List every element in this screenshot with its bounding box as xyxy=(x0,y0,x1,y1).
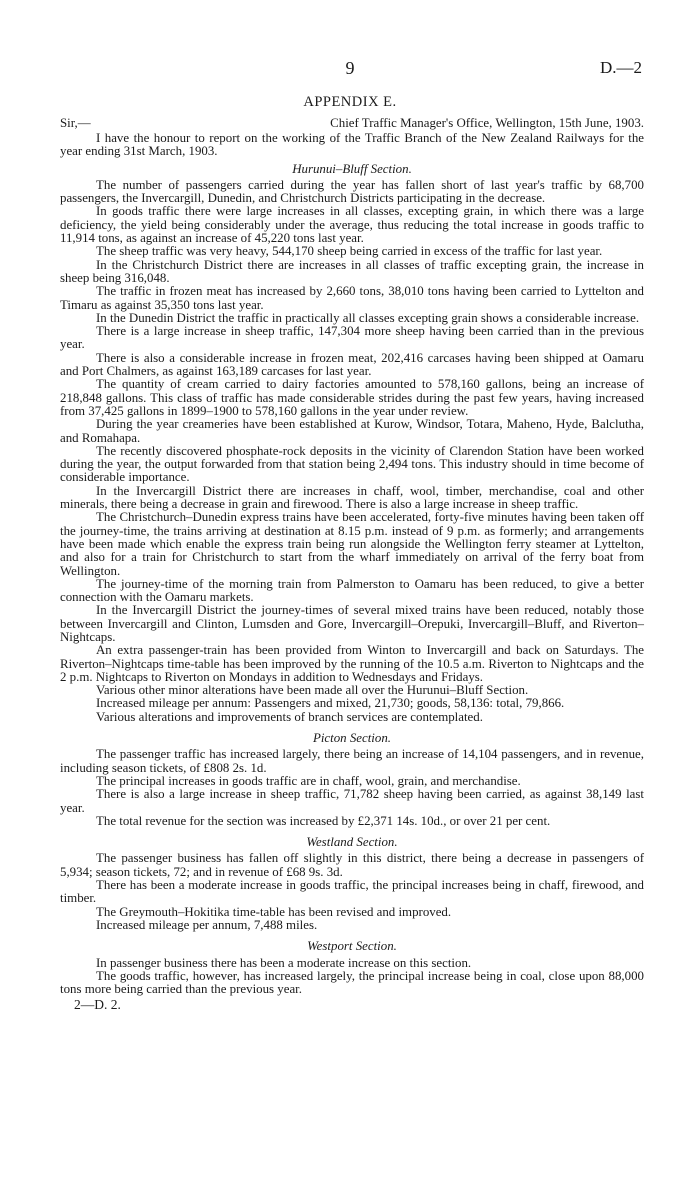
section-paragraph: The traffic in frozen meat has increased by 2,660 tons, 38,010 tons having been carried to Lyttelton and Timaru as against 35,350 tons last year. xyxy=(60,284,644,312)
report-body xyxy=(60,117,644,1012)
section-paragraph: In goods traffic there were large increases in all classes, excepting grain, in which there was a large deficiency, the yield being considerably under the average, thus reducing the total increase in goods traffic to 11,914 tons, as against an increase of 45,220 tons last year. xyxy=(60,204,644,246)
document-reference: D.—2 xyxy=(600,58,643,77)
intro-paragraph: I have the honour to report on the working of the Traffic Branch of the New Zealand Railways for the year ending 31st March, 1903. xyxy=(60,131,644,159)
section-paragraph: During the year creameries have been established at Kurow, Windsor, Totara, Maheno, Hyde, Balclutha, and Romahapa. xyxy=(60,417,644,445)
section-paragraph: There is a large increase in sheep traffic, 147,304 more sheep having been carried than in the previous year. xyxy=(60,324,644,352)
salutation: Sir,— xyxy=(60,116,91,130)
section-heading: Westport Section. xyxy=(307,939,397,954)
section-paragraph: The Greymouth–Hokitika time-table has been revised and improved. xyxy=(96,904,452,919)
office-line: Chief Traffic Manager's Office, Wellington, 15th June, 1903. xyxy=(330,116,644,130)
section-paragraph: The recently discovered phosphate-rock deposits in the vicinity of Clarendon Station have been worked during the year, the output forwarded from that station being 2,494 tons. This industry should in time become of considerable importance. xyxy=(60,443,644,485)
section-paragraph: There is also a large increase in sheep traffic, 71,782 sheep having been carried, as against 38,149 last year. xyxy=(60,787,644,815)
section-paragraph: The principal increases in goods traffic are in chaff, wool, grain, and merchandise. xyxy=(96,773,521,788)
report-sections xyxy=(60,163,644,997)
section-paragraph: In the Invercargill District there are increases in chaff, wool, timber, merchandise, coal and other minerals, there being a decrease in grain and firewood. There is also a large increase in sheep traffic. xyxy=(60,483,644,512)
section-paragraph: Various other minor alterations have been made all over the Hurunui–Bluff Section. xyxy=(96,683,529,698)
section-paragraph: There is also a considerable increase in frozen meat, 202,416 carcases having been shipped at Oamaru and Port Chalmers, as against 163,189 carcases for last year. xyxy=(60,350,644,379)
section-paragraph: The goods traffic, however, has increased largely, the principal increase being in coal, close upon 88,000 tons more being carried than the previous year. xyxy=(60,968,644,997)
section-paragraph: The quantity of cream carried to dairy factories amounted to 578,160 gallons, being an increase of 218,848 gallons. This class of traffic has made considerable strides during the past few years, having increased from 37,425 gallons in 1899–1900 to 578,160 gallons in the year under review. xyxy=(60,377,644,418)
section-paragraph: Various alterations and improvements of branch services are contemplated. xyxy=(96,709,483,724)
section-paragraph: There has been a moderate increase in goods traffic, the principal increases being in chaff, firewood, and timber. xyxy=(60,878,644,906)
signature-mark: 2—D. 2. xyxy=(74,997,121,1013)
section-heading: Hurunui–Bluff Section. xyxy=(292,161,412,176)
section-heading: Westland Section. xyxy=(306,835,398,850)
section-paragraph: Increased mileage per annum: Passengers and mixed, 21,730; goods, 58,136: total, 79,866. xyxy=(96,696,565,711)
appendix-title: APPENDIX E. xyxy=(303,94,397,110)
section-paragraph: The number of passengers carried during the year has fallen short of last year's traffic by 68,700 passengers, the Invercargill, Dunedin, and Christchurch Districts participating in the decrease. xyxy=(60,177,644,206)
section-paragraph: Increased mileage per annum, 7,488 miles. xyxy=(96,917,318,932)
section-paragraph: The sheep traffic was very heavy, 544,170 sheep being carried in excess of the traffic for last year. xyxy=(96,244,603,259)
section-paragraph: The passenger business has fallen off slightly in this district, there being a decrease in passengers of 5,934; season tickets, 72; and in revenue of £68 9s. 3d. xyxy=(60,851,644,879)
section-heading: Picton Section. xyxy=(312,731,392,746)
section-paragraph: The passenger traffic has increased largely, there being an increase of 14,104 passengers, and in revenue, including season tickets, of £808 2s. 1d. xyxy=(60,747,644,775)
section-paragraph: The total revenue for the section was increased by £2,371 14s. 10d., or over 21 per cent. xyxy=(96,813,551,828)
section-paragraph: In the Invercargill District the journey-times of several mixed trains have been reduced, notably those between Invercargill and Clinton, Lumsden and Gore, Invercargill–Orepuki, Invercargill–Bluff, and Riverton–Nightcaps. xyxy=(60,603,644,644)
section-paragraph: In the Dunedin District the traffic in practically all classes excepting grain shows a considerable increase. xyxy=(96,310,640,325)
section-paragraph: In passenger business there has been a moderate increase on this section. xyxy=(96,955,472,970)
section-paragraph: An extra passenger-train has been provided from Winton to Invercargill and back on Saturdays. The Riverton–Nightcaps time-table has been improved by the running of the 10.5 a.m. Riverton to Nightcaps and the 2 p.m. Nightcaps to Riverton on Mondays in addition to Wednesdays and Fridays. xyxy=(60,643,644,684)
section-paragraph: The journey-time of the morning train from Palmerston to Oamaru has been reduced, to give a better connection with the Oamaru markets. xyxy=(60,576,644,605)
page-number: 9 xyxy=(345,58,355,78)
section-paragraph: In the Christchurch District there are increases in all classes of traffic excepting grain, the increase in sheep being 316,048. xyxy=(60,257,644,285)
salutation-row xyxy=(60,117,644,131)
section-paragraph: The Christchurch–Dunedin express trains have been accelerated, forty-five minutes having been taken off the journey-time, the trains arriving at destination at 8.15 p.m. instead of 9 p.m. as formerly; and arrangements have been made which enable the express train being run alongside the Wellington ferry steamer at Lyttelton, and also for a train for Christchurch to start from the wharf immediately on arrival of the ferry boat from Wellington. xyxy=(60,510,644,578)
